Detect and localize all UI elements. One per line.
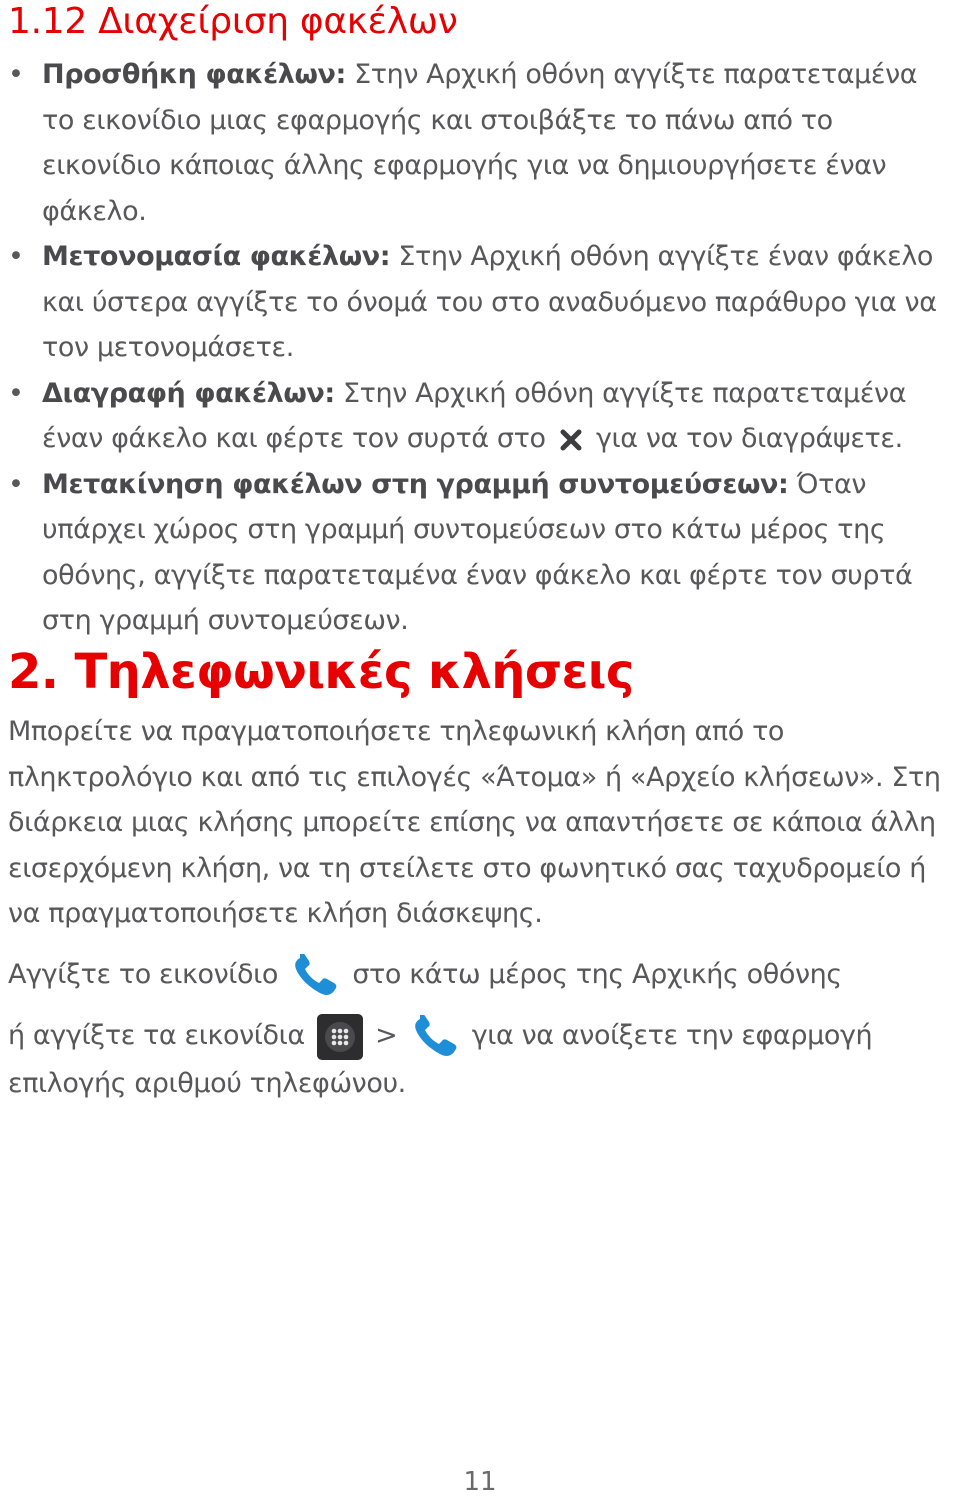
phone-icon: [410, 1015, 460, 1059]
instruction-text-1a: Αγγίξτε το εικονίδιο: [8, 959, 287, 990]
instruction-line-2: [8, 1012, 956, 1108]
intro-paragraph: Μπορείτε να πραγματοποιήσετε τηλεφωνική κλήση από το πληκτρολόγιο και από τις επιλογές «Άτομα» ή «Αρχείο κλήσεων». Στη διάρκεια μιας κλήσης μπορείτε επίσης να απαντήσετε σε κάποια άλλη εισερχόμενη κλήση, να τη στείλετε στο φωνητικό σας ταχυδρομείο ή να πραγματοποιήσετε κλήση διάσκεψης.: [8, 716, 941, 929]
text-delete-folders-before: Στην Αρχική οθόνη αγγίξτε παρατεταμένα έναν φάκελο και φέρτε τον συρτά στο: [42, 377, 907, 454]
list-item-move-folders: [8, 462, 956, 644]
text-rename-folders: Στην Αρχική οθόνη αγγίξτε έναν φάκελο και ύστερα αγγίξτε το όνομά του στο αναδυόμενο παράθυρο για να τον μετονομάσετε.: [42, 241, 937, 363]
instruction-text-2b: για να ανοίξετε την εφαρμογή επιλογής αριθμού τηλεφώνου.: [8, 1020, 873, 1099]
x-icon: [558, 427, 584, 453]
folder-management-list: [8, 52, 956, 644]
list-item-rename-folders: [8, 234, 956, 371]
list-item-add-folders: [8, 52, 956, 234]
instruction-line-1: [8, 950, 956, 1000]
bullet-icon: •: [8, 468, 24, 500]
bullet-icon: •: [8, 59, 24, 90]
term-add-folders: Προσθήκη φακέλων:: [42, 59, 346, 90]
apps-grid-icon: [317, 1014, 363, 1060]
page-number: 11: [463, 1467, 497, 1497]
text-delete-folders-after: για να τον διαγράψετε.: [587, 423, 903, 454]
term-move-folders: Μετακίνηση φακέλων στη γραμμή συντομεύσεων:: [42, 468, 789, 500]
bullet-icon: •: [8, 241, 24, 272]
term-rename-folders: Μετονομασία φακέλων:: [42, 241, 391, 272]
phone-icon: [290, 954, 340, 998]
text-add-folders: Στην Αρχική οθόνη αγγίξτε παρατεταμένα το εικονίδιο μιας εφαρμογής και στοιβάξτε το πάνω από το εικονίδιο κάποιας άλλης εφαρμογής για να δημιουργήσετε έναν φάκελο.: [42, 59, 918, 227]
arrow-separator: >: [366, 1020, 406, 1051]
text-move-folders: Όταν υπάρχει χώρος στη γραμμή συντομεύσεων στο κάτω μέρος της οθόνης, αγγίξτε παρατεταμένα έναν φάκελο και φέρτε τον συρτά στη γραμμή συντομεύσεων.: [42, 468, 913, 636]
list-item-delete-folders: [8, 371, 956, 462]
instruction-text-2a: ή αγγίξτε τα εικονίδια: [8, 1020, 313, 1051]
term-delete-folders: Διαγραφή φακέλων:: [42, 377, 335, 409]
section-title: 1.12 Διαχείριση φακέλων: [8, 1, 458, 42]
bullet-icon: •: [8, 377, 24, 409]
chapter-title: 2. Τηλεφωνικές κλήσεις: [8, 644, 634, 700]
instruction-text-1b: στο κάτω μέρος της Αρχικής οθόνης: [344, 959, 842, 990]
